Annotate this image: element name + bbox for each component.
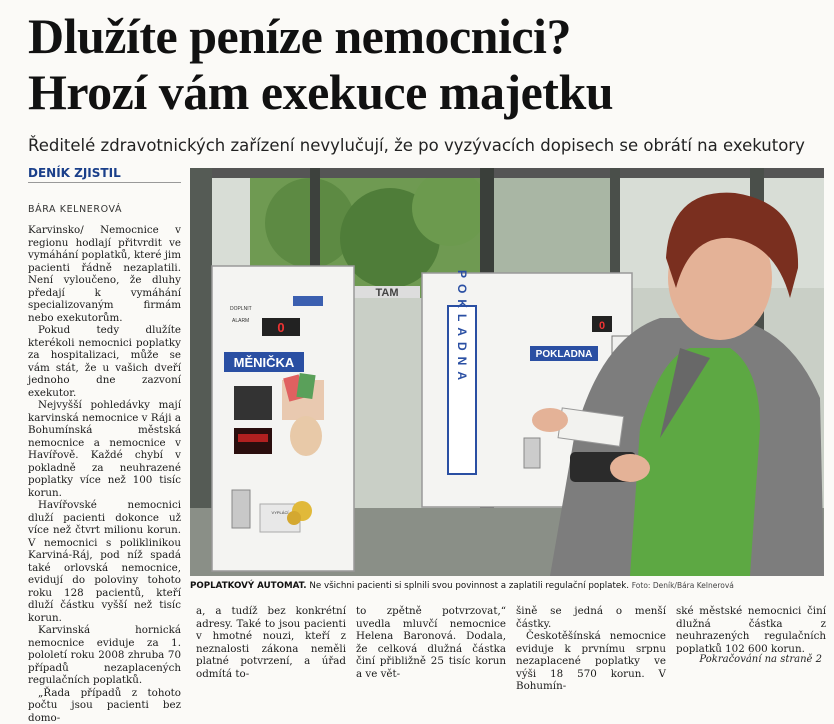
- article-column-4: [516, 605, 666, 693]
- paragraph: Havířovské nemocnici dluží pacienti dokonce už více než čtvrt milionu korun. V nemocnici s poliklinikou Karviná-Ráj, pod níž spadá také orlovská nemocnice, evidují do poloviny tohoto roku 128 pacientů, kteří dluží částku vyšší než tisíc korun.: [28, 499, 181, 624]
- label-vyplaci: VYPLÁCÍ: [272, 510, 290, 515]
- article-photo: [190, 168, 824, 576]
- kicker: DENÍK ZJISTIL: [28, 166, 181, 183]
- continuation-link[interactable]: Pokračování na straně 2: [699, 654, 822, 665]
- paragraph: a, a tudíž bez konkrétní adresy. Také to jsou pacienti v hmotné nouzi, kteří z neznalosti zákona neměli platné potvrzení, a úřad odmítá to-: [196, 605, 346, 680]
- paragraph: Českotěšínská nemocnice eviduje k prvnímu srpnu nezaplacené poplatky ve výši 18 570 korun. V Bohumín-: [516, 630, 666, 693]
- paragraph: to zpětně potvrzovat,“ uvedla mluvčí nemocnice Helena Baronová. Dodala, že celková dlužná částka činí přibližně 25 tisíc korun a ve vět-: [356, 605, 506, 680]
- change-machine: [212, 266, 354, 571]
- paragraph: Karvinsko/ Nemocnice v regionu hodlají přitvrdit ve vymáhání poplatků, které jim pacienti řádně nezaplatili. Není vyloučeno, že dluhy předají k vymáhání specializovaným firmám nebo exekutorům.: [28, 224, 181, 324]
- headline: [28, 8, 818, 120]
- paragraph: Karvinská hornická nemocnice eviduje za 1. pololetí roku 2008 zhruba 70 případů nezaplacených regulačních poplatků.: [28, 624, 181, 687]
- caption-title: POPLATKOVÝ AUTOMAT.: [190, 581, 307, 591]
- pokladna-sign: POKLADNA: [536, 349, 593, 360]
- paragraph: Nejvyšší pohledávky mají karvinská nemocnice v Ráji a Bohumínská městská nemocnice a nemocnice v Havířově. Každé chybí v pokladně za neuhrazené poplatky více než 100 tisíc korun.: [28, 399, 181, 499]
- caption-text: Ne všichni pacienti si splnili svou povinnost a zaplatili regulační poplatek.: [309, 581, 629, 591]
- paragraph: Pokud tedy dlužíte kterékoli nemocnici poplatky za hospitalizaci, může se vám stát, že u vašich dveří jednoho dne zazvoní exekutor.: [28, 324, 181, 399]
- display-right: 0: [599, 320, 605, 332]
- headline-line-1: Dlužíte peníze nemocnici?: [28, 8, 818, 64]
- photo-caption: [190, 581, 830, 591]
- display-left: 0: [277, 320, 284, 335]
- article-column-2: [196, 605, 346, 680]
- label-doplnit: DOPLNIT: [230, 306, 252, 312]
- pokladna-vertical-sign: POKLADNA: [455, 270, 469, 386]
- paragraph: „Řada případů z tohoto počtu jsou pacienti bez domo-: [28, 687, 181, 724]
- label-alarm: ALARM: [232, 318, 249, 324]
- article-column-1: [28, 224, 181, 724]
- headline-line-2: Hrozí vám exekuce majetku: [28, 64, 818, 120]
- article-column-5: [676, 605, 826, 655]
- subheadline: Ředitelé zdravotnických zařízení nevylučují, že po vyzývacích dopisech se obrátí na exekutory: [28, 136, 805, 155]
- paragraph: šině se jedná o menší částky.: [516, 605, 666, 630]
- photo-credit: Foto: Deník/Bára Kelnerová: [632, 581, 734, 590]
- paragraph: ské městské nemocnici činí dlužná částka z neuhrazených regulačních poplatků 102 600 korun.: [676, 605, 826, 655]
- article-column-3: [356, 605, 506, 680]
- smenarna-sign: MĚNIČKA: [234, 355, 295, 370]
- author-byline: BÁRA KELNEROVÁ: [28, 204, 122, 215]
- tam-sign: TAM: [375, 287, 398, 299]
